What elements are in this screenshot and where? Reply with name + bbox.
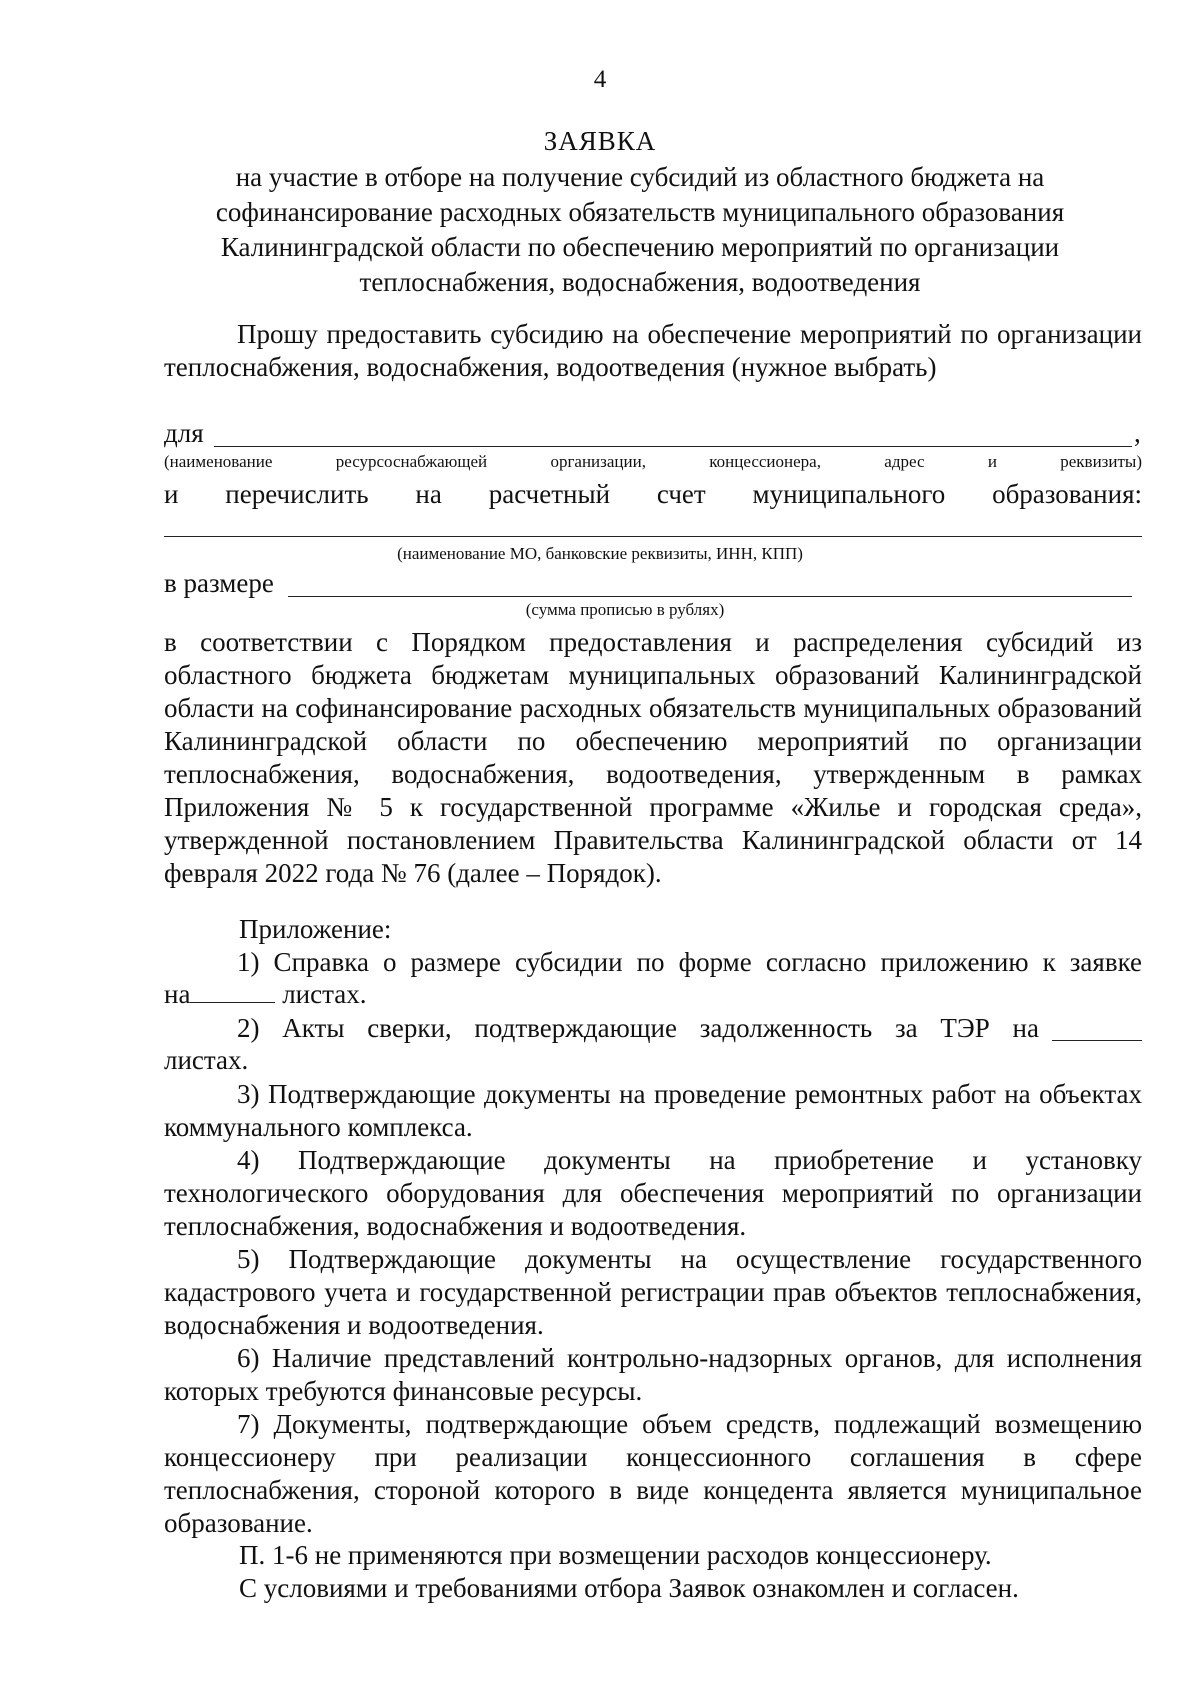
document-title: ЗАЯВКА bbox=[543, 126, 657, 156]
item1-pages-blank[interactable] bbox=[190, 980, 275, 1003]
caption-word: ресурсоснабжающей bbox=[335, 452, 488, 471]
agreement-statement: С условиями и требованиями отбора Заявок ознакомлен и согласен. bbox=[239, 1573, 1019, 1603]
caption-word: (наименование bbox=[164, 452, 273, 471]
attachment-item-1: 1) Справка о размере субсидии по форме согласно приложению к заявке bbox=[237, 947, 1142, 977]
caption-organization bbox=[164, 452, 1142, 472]
for-comma: , bbox=[1134, 418, 1141, 448]
page-number: 4 bbox=[593, 66, 607, 93]
attachment-item-6: 6) Наличие представлений контрольно-надзорных органов, для исполнения которых требуются финансовые ресурсы. bbox=[164, 1343, 1142, 1406]
caption-word: концессионера, bbox=[709, 452, 821, 471]
for-label: для bbox=[164, 418, 204, 448]
mo-details-blank-line[interactable] bbox=[164, 536, 1142, 537]
caption-word: организации, bbox=[550, 452, 646, 471]
caption-word: реквизиты) bbox=[1060, 452, 1142, 471]
transfer-line: и перечислить на расчетный счет муниципального образования: bbox=[164, 479, 1142, 509]
attachment-item-5: 5) Подтверждающие документы на осуществление государственного кадастрового учета и государственной регистрации прав объектов теплоснабжения, водоснабжения и водоотведения. bbox=[164, 1244, 1142, 1340]
caption-word: адрес bbox=[884, 452, 925, 471]
recipient-blank-line[interactable] bbox=[214, 446, 1132, 447]
amount-label: в размере bbox=[164, 568, 274, 598]
attachment-item-2: 2) Акты сверки, подтверждающие задолженность за ТЭР на bbox=[237, 1013, 1039, 1043]
caption-sum: (сумма прописью в рублях) bbox=[525, 600, 725, 619]
request-paragraph: Прошу предоставить субсидию на обеспечение мероприятий по организации теплоснабжения, водоснабжения, водоотведения (нужное выбрать) bbox=[164, 319, 1142, 382]
attachments-heading: Приложение: bbox=[239, 914, 392, 944]
attachment-item-7: 7) Документы, подтверждающие объем средств, подлежащий возмещению концессионеру при реализации концессионного соглашения в сфере теплоснабжения, стороной которого в виде концедента является муниципальное образование. bbox=[164, 1409, 1142, 1538]
subtitle-line: теплоснабжения, водоснабжения, водоотведения bbox=[359, 267, 921, 297]
subtitle-line: софинансирование расходных обязательств муниципального образования bbox=[215, 197, 1065, 227]
subtitle-line: на участие в отборе на получение субсидий из областного бюджета на bbox=[235, 162, 1045, 192]
amount-blank-line[interactable] bbox=[288, 596, 1132, 597]
caption-word: и bbox=[987, 452, 997, 471]
attachment-item-4: 4) Подтверждающие документы на приобретение и установку технологического оборудования для обеспечения мероприятий по организации теплоснабжения, водоснабжения и водоотведения. bbox=[164, 1145, 1142, 1241]
caption-mo: (наименование МО, банковские реквизиты, ИНН, КПП) bbox=[397, 544, 803, 563]
item1-post: листах. bbox=[275, 979, 367, 1009]
attachment-item-3: 3) Подтверждающие документы на проведение ремонтных работ на объектах коммунального комплекса. bbox=[164, 1079, 1142, 1142]
item2-pages-blank[interactable] bbox=[1052, 1040, 1142, 1041]
document-subtitle bbox=[160, 160, 1120, 300]
attachment-item-1-pages bbox=[164, 979, 366, 1010]
subtitle-line: Калининградской области по обеспечению мероприятий по организации bbox=[220, 232, 1060, 262]
basis-paragraph: в соответствии с Порядком предоставления и распределения субсидий из областного бюджета бюджетам муниципальных образований Калининградской области на софинансирование расходных обязательств муниципальных образований Калининградской области по обеспечению мероприятий по организации теплоснабжения, водоснабжения, водоотведения, утвержденным в рамках Приложения № 5 к государственной программе «Жилье и городская среда», утвержденной постановлением Правительства Калининградской области от 14 февраля 2022 года № 76 (далее – Порядок). bbox=[164, 627, 1142, 888]
item1-pre: на bbox=[164, 979, 191, 1009]
note-items-1-6: П. 1-6 не применяются при возмещении расходов концессионеру. bbox=[239, 1540, 992, 1570]
attachment-item-2-pages: листах. bbox=[164, 1045, 249, 1075]
